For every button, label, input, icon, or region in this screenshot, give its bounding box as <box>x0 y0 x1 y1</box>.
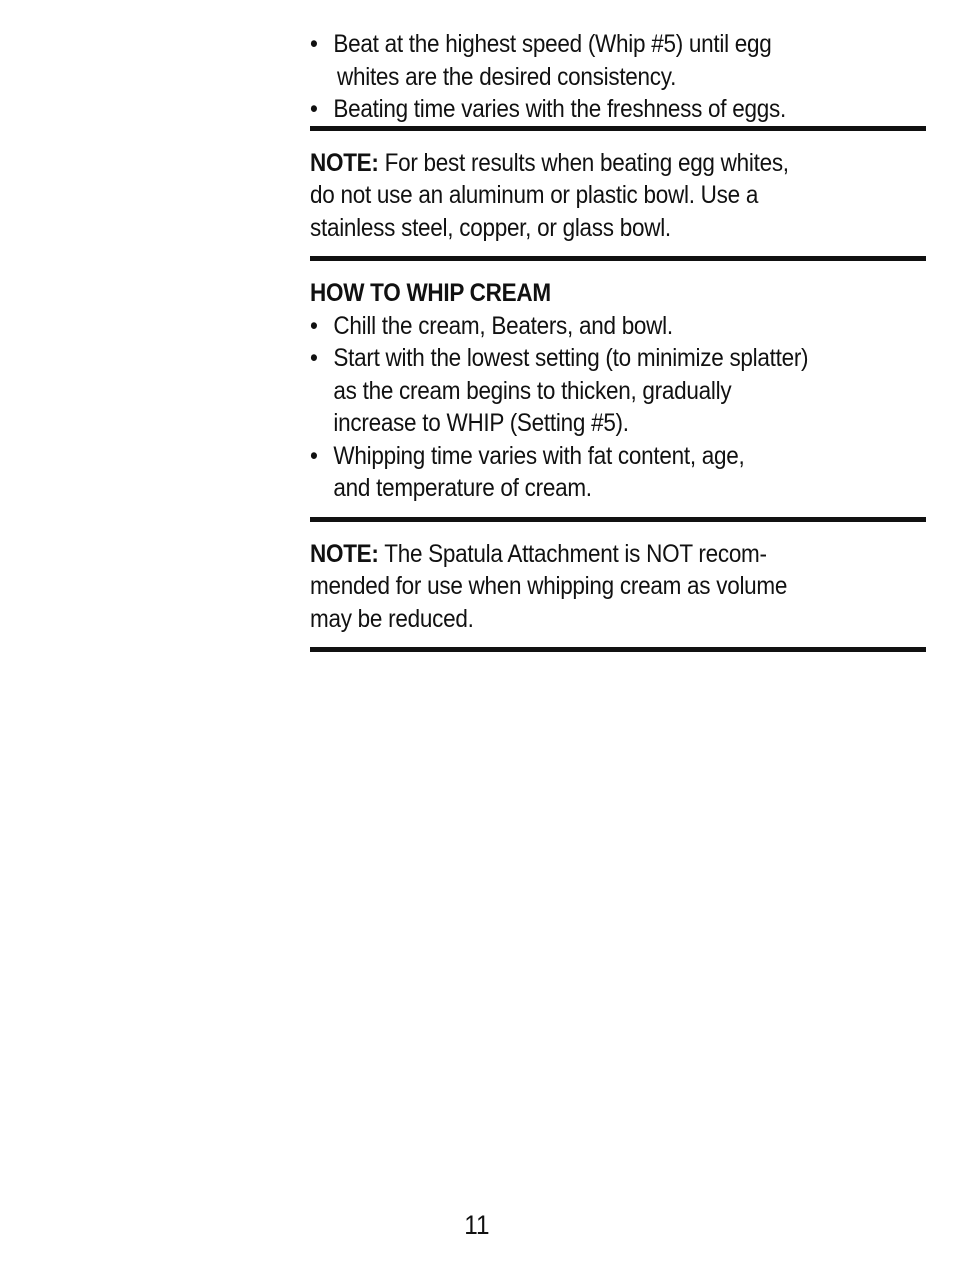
list-item <box>310 28 926 93</box>
list-item <box>310 93 926 126</box>
section-divider <box>310 256 926 261</box>
list-item-line: increase to WHIP (Setting #5). <box>333 409 629 437</box>
list-item-line: Beat at the highest speed (Whip #5) until egg <box>333 30 772 58</box>
note-text-line: stainless steel, copper, or glass bowl. <box>310 213 671 242</box>
list-item <box>310 310 926 343</box>
note-egg-whites <box>310 147 926 245</box>
note-text-line: The Spatula Attachment is NOT recom- <box>378 539 767 568</box>
note-text-line: may be reduced. <box>310 604 474 633</box>
list-item-line: Chill the cream, Beaters, and bowl. <box>333 311 673 340</box>
whip-cream-list <box>310 310 926 505</box>
whip-cream-section <box>310 277 926 505</box>
note-text-line: For best results when beating egg whites, <box>378 148 789 177</box>
bullet-icon: • <box>310 30 318 58</box>
note-label: NOTE: <box>310 148 379 177</box>
section-divider <box>310 517 926 522</box>
list-item-line: Beating time varies with the freshness of eggs. <box>333 95 786 123</box>
page-number <box>48 1210 907 1241</box>
note-text-line: mended for use when whipping cream as volume <box>310 572 788 600</box>
section-divider <box>310 647 926 652</box>
section-divider <box>310 126 926 131</box>
list-item-line: Whipping time varies with fat content, age, <box>333 441 745 470</box>
bullet-icon: • <box>310 311 318 340</box>
note-label: NOTE: <box>310 539 379 568</box>
list-item-line: and temperature of cream. <box>333 474 592 502</box>
list-item-line: whites are the desired consistency. <box>337 62 677 91</box>
list-item-line: as the cream begins to thicken, gradually <box>333 376 732 405</box>
bullet-icon: • <box>310 95 318 123</box>
bullet-icon: • <box>310 344 318 372</box>
note-spatula <box>310 538 926 636</box>
bullet-icon: • <box>310 441 318 470</box>
page-number-text: 11 <box>464 1210 490 1240</box>
list-item <box>310 342 926 440</box>
section-heading: HOW TO WHIP CREAM <box>310 279 551 307</box>
egg-whites-list <box>310 28 926 126</box>
note-text-line: do not use an aluminum or plastic bowl. Use a <box>310 181 759 209</box>
list-item <box>310 440 926 505</box>
manual-content <box>310 28 926 652</box>
list-item-line: Start with the lowest setting (to minimize splatter) <box>333 344 809 372</box>
